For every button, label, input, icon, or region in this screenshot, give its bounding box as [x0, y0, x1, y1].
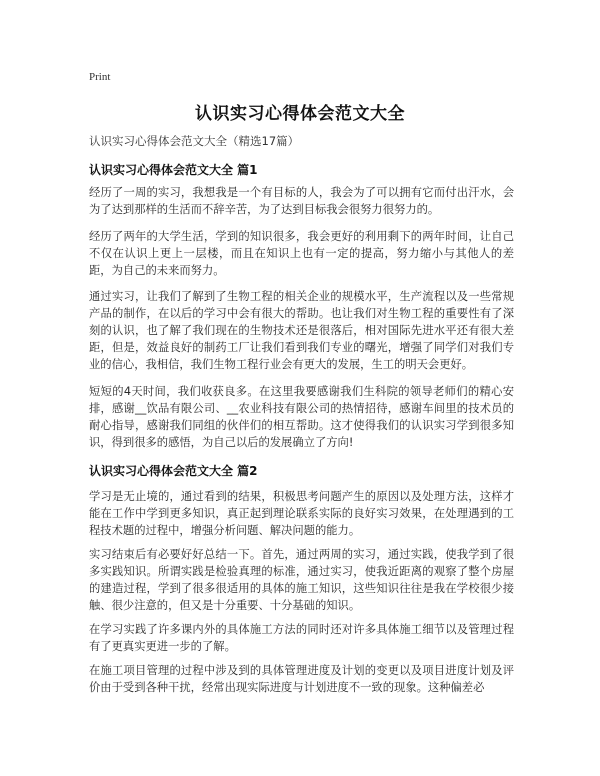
- paragraph: 实习结束后有必要好好总结一下。首先，通过两周的实习，通过实践，使我学到了很多实践知识。所谓实践是检验真理的标准，通过实习，使我近距离的观察了整个房屋的建造过程，学到了很多很适用的具体的施工知识，这些知识往往是我在学校很少接触、很少注意的，但又是十分重要、十分基础的知识。: [89, 548, 514, 612]
- print-label[interactable]: Print: [89, 71, 111, 83]
- paragraph: 经历了两年的大学生活，学到的知识很多，我会更好的利用剩下的两年时间，让自己不仅在认识上更上一层楼，而且在知识上也有一定的提高，努力缩小与其他人的差距，为自己的未来而努力。: [89, 230, 514, 277]
- paragraph: 经历了一周的实习，我想我是一个有目标的人，我会为了可以拥有它而付出汗水，会为了达到那样的生活而不辞辛苦，为了达到目标我会很努力很努力的。: [89, 186, 514, 216]
- section-heading-1: 认识实习心得体会范文大全 篇1: [89, 163, 258, 177]
- paragraph: 在施工项目管理的过程中涉及到的具体管理进度及计划的变更以及项目进度计划及评价由于受到各种干扰，经常出现实际进度与计划进度不一致的现象。这种偏差必: [89, 664, 514, 694]
- paragraph: 短短的4天时间，我们收获良多。在这里我要感谢我们生科院的领导老师们的精心安排，感谢__饮品有限公司、__农业科技有限公司的热情招待，感谢车间里的技术员的耐心指导，感谢我们同组的伙伴们的相互帮助。这才使得我们的认识实习学到很多知识，得到很多的感悟，为自己以后的发展确立了方向!: [89, 385, 514, 449]
- document-subtitle: 认识实习心得体会范文大全（精选17篇）: [89, 134, 300, 148]
- paragraph: 学习是无止境的，通过看到的结果，积极思考问题产生的原因以及处理方法，这样才能在工作中学到更多知识，真正起到理论联系实际的良好实习效果，在处理遇到的工程技术题的过程中，增强分析问题、解决问题的能力。: [89, 490, 514, 537]
- paragraph: 通过实习，让我们了解到了生物工程的相关企业的规模水平，生产流程以及一些常规产品的制作，在以后的学习中会有很大的帮助。也让我们对生物工程的重要性有了深刻的认识，也了解了我们现在的生物技术还是很落后，相对国际先进水平还有很大差距，但是，效益良好的制药工厂让我们看到我们专业的曙光，增强了同学们对我们专业的信心，我相信，我们生物工程行业会有更大的发展，生工的明天会更好。: [89, 290, 514, 371]
- paragraph: 在学习实践了许多课内外的具体施工方法的同时还对许多具体施工细节以及管理过程有了更真实更进一步的了解。: [89, 623, 514, 653]
- document-title: 认识实习心得体会范文大全: [195, 104, 405, 124]
- section-heading-2: 认识实习心得体会范文大全 篇2: [89, 464, 258, 478]
